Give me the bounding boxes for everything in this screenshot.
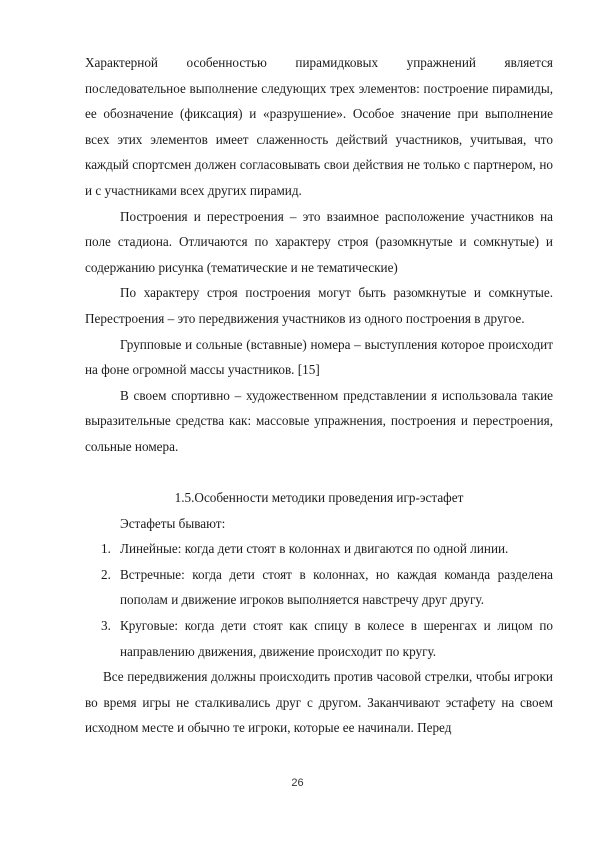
paragraph-expressive-means: В своем спортивно – художественном представлении я использовала такие выразительные средства как: массовые упражнения, построения и перестроения, сольные номера. [85, 387, 553, 454]
list-item [85, 613, 553, 664]
list-item-number: 3. [101, 617, 111, 633]
paragraph-formations: Построения и перестроения – это взаимное расположение участников на поле стадиона. Отличаются по характеру строя (разомкнутые и сомкнутые) и содержанию рисунка (тематические и не тематические) [85, 208, 553, 275]
paragraph-solo-numbers: Групповые и сольные (вставные) номера – выступления которое происходит на фоне огромной массы участников. [15] [85, 336, 553, 378]
paragraph-formation-types: По характеру строя построения могут быть разомкнутые и сомкнутые. Перестроения – это передвижения участников из одного построения в другое. [85, 285, 553, 326]
list-item-number: 1. [101, 541, 111, 557]
page-number: 26 [291, 777, 304, 789]
paragraph-pyramid-exercises: Характерной особенностью пирамидковых упражнений является последовательное выполнение следующих трех элементов: построение пирамиды, ее обозначение (фиксация) и «разрушение». Особое значение при выполнение всех этих элементов имеет слаженность действий участников, учитывая, что каждый спортсмен должен согласовывать свои действия не только с партнером, но и с участниками всех других пирамид. [85, 55, 553, 198]
list-item-text: Встречные: когда дети стоят в колоннах, но каждая команда разделена пополам и движение игроков выполняется навстречу друг другу. [120, 566, 553, 608]
list-item-text: Круговые: когда дети стоят как спицу в колесе в шеренгах и лицом по направлению движения, движение происходит по кругу. [120, 617, 553, 659]
list-intro: Эстафеты бывают: [120, 515, 226, 531]
list-item-text: Линейные: когда дети стоят в колоннах и двигаются по одной линии. [120, 541, 509, 557]
list-item [85, 562, 553, 613]
section-heading: 1.5.Особенности методики проведения игр-эстафет [174, 490, 464, 505]
list-item-number: 2. [101, 566, 111, 582]
section-block [85, 485, 553, 741]
paragraph-movement-direction: Все передвижения должны происходить против часовой стрелки, чтобы игроки во время игры не сталкивались друг с другом. Заканчивают эстафету на своем исходном месте и обычно те игроки, которые ее начинали. Перед [85, 669, 553, 736]
relay-types-list [85, 536, 553, 664]
list-item [85, 536, 553, 562]
body-text-block [85, 50, 553, 460]
